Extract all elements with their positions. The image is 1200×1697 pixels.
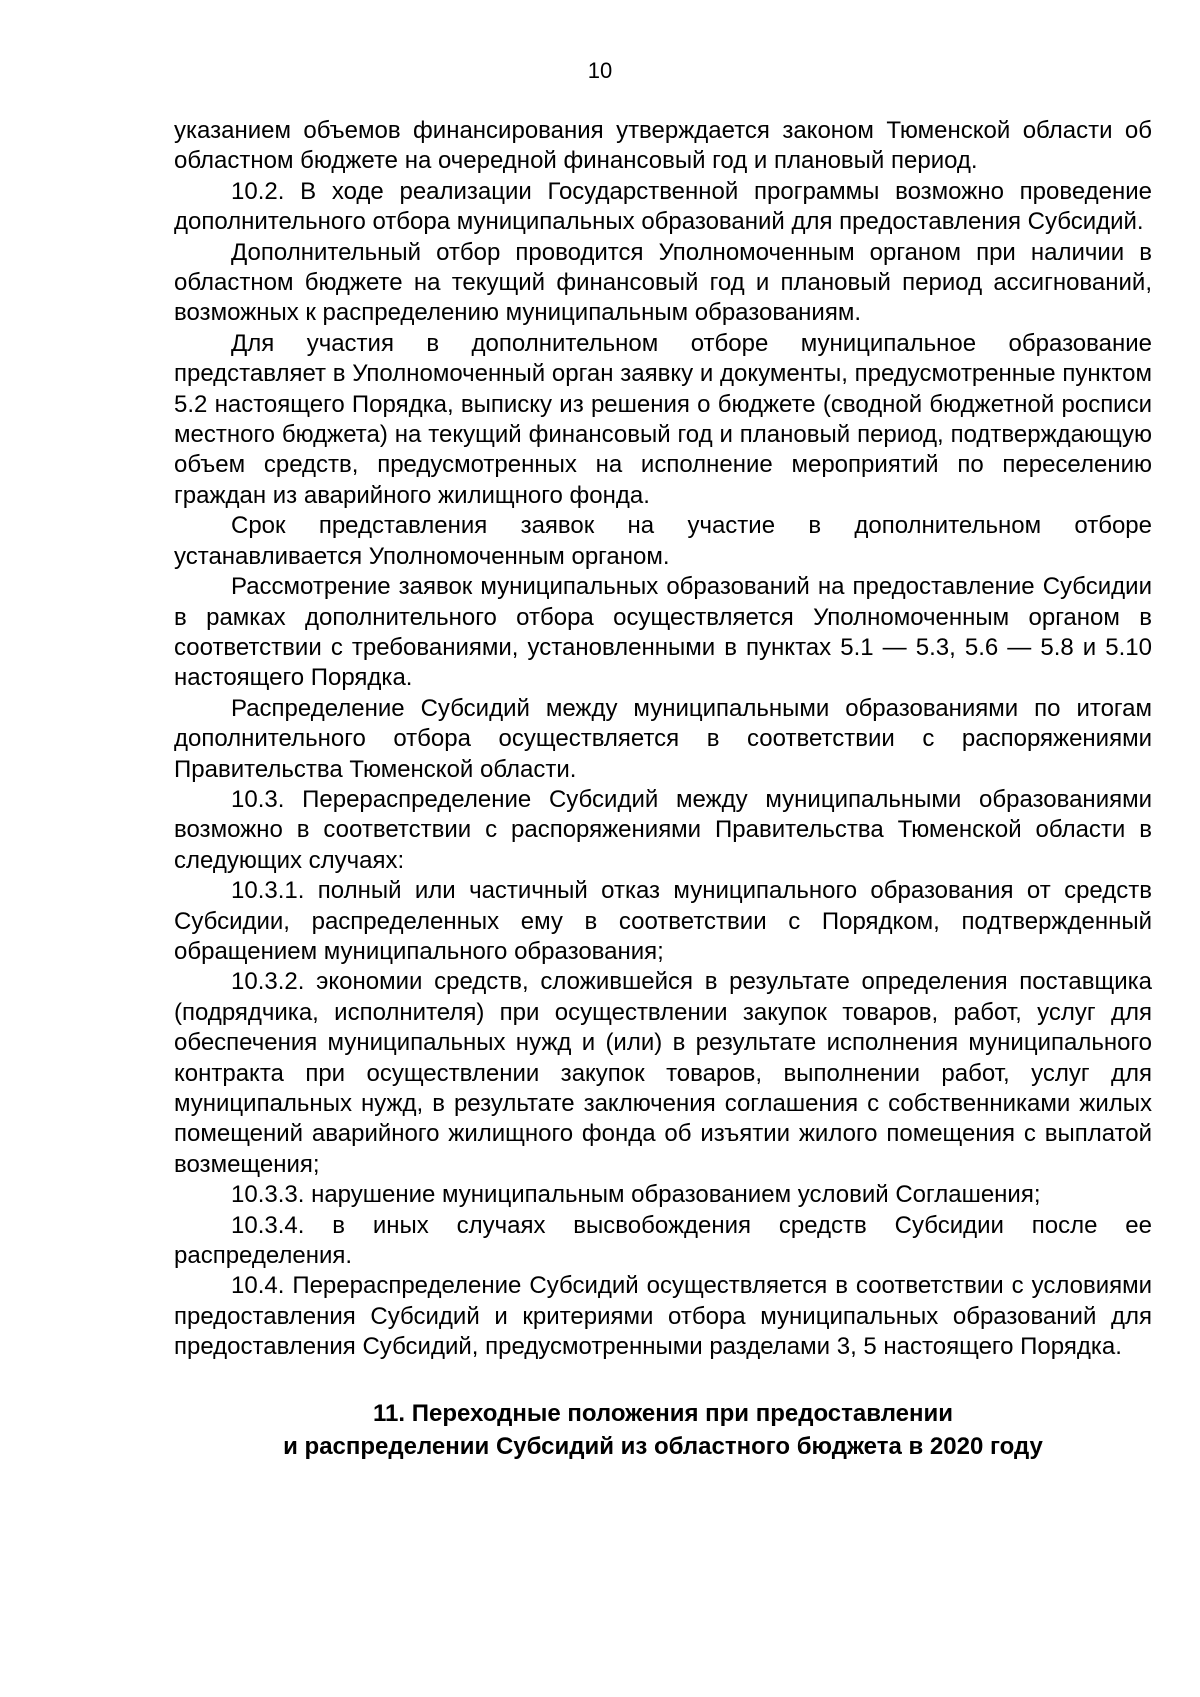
section-heading: [174, 1397, 1152, 1463]
paragraph-continuation: указанием объемов финансирования утверждается законом Тюменской области об областном бюджете на очередной финансовый год и плановый период.: [174, 117, 1152, 175]
paragraph-10-3-4: 10.3.4. в иных случаях высвобождения средств Субсидии после ее распределения.: [174, 1211, 1152, 1270]
section-heading-line-2: и распределении Субсидий из областного бюджета в 2020 году: [283, 1432, 1043, 1460]
paragraph-10-3: 10.3. Перераспределение Субсидий между муниципальными образованиями возможно в соответствии с распоряжениями Правительства Тюменской области в следующих случаях:: [174, 785, 1152, 874]
paragraph-10-3-1: 10.3.1. полный или частичный отказ муниципального образования от средств Субсидии, распределенных ему в соответствии с Порядком, подтвержденный обращением муниципального образования;: [174, 877, 1152, 965]
page-number: 10: [587, 58, 613, 83]
paragraph-10-4: 10.4. Перераспределение Субсидий осуществляется в соответствии с условиями предоставления Субсидий и критериями отбора муниципальных образований для предоставления Субсидий, предусмотренными разделами 3, 5 настоящего Порядка.: [174, 1272, 1152, 1361]
paragraph-review: Рассмотрение заявок муниципальных образований на предоставление Субсидии в рамках дополнительного отбора осуществляется Уполномоченным органом в соответствии с требованиями, установленными в пунктах 5.1 — 5.3, 5.6 — 5.8 и 5.10 настоящего Порядка.: [174, 573, 1152, 692]
paragraph-deadline: Срок представления заявок на участие в дополнительном отборе устанавливается Уполномоченным органом.: [174, 512, 1152, 570]
paragraph-10-3-3: 10.3.3. нарушение муниципальным образованием условий Соглашения;: [231, 1181, 1041, 1209]
paragraph-additional-selection: Дополнительный отбор проводится Уполномоченным органом при наличии в областном бюджете на текущий финансовый год и плановый период ассигнований, возможных к распределению муниципальным образованиям.: [174, 238, 1152, 327]
paragraph-10-2: 10.2. В ходе реализации Государственной программы возможно проведение дополнительного отбора муниципальных образований для предоставления Субсидий.: [174, 177, 1152, 236]
document-body: [174, 116, 1152, 1463]
paragraph-10-3-2: 10.3.2. экономии средств, сложившейся в результате определения поставщика (подрядчика, исполнителя) при осуществлении закупок товаров, работ, услуг для обеспечения муниципальных нужд и (или) в результате исполнения муниципального контракта при осуществлении закупок товаров, выполнении работ, услуг для муниципальных нужд, в результате заключения соглашения с собственниками жилых помещений аварийного жилищного фонда об изъятии жилого помещения с выплатой возмещения;: [174, 968, 1152, 1178]
section-heading-line-1: 11. Переходные положения при предоставлении: [373, 1399, 953, 1427]
paragraph-participation: Для участия в дополнительном отборе муниципальное образование представляет в Уполномоченный орган заявку и документы, предусмотренные пунктом 5.2 настоящего Порядка, выписку из решения о бюджете (сводной бюджетной росписи местного бюджета) на текущий финансовый год и плановый период, подтверждающую объем средств, предусмотренных на исполнение мероприятий по переселению граждан из аварийного жилищного фонда.: [174, 329, 1152, 509]
paragraph-distribution: Распределение Субсидий между муниципальными образованиями по итогам дополнительного отбора осуществляется в соответствии с распоряжениями Правительства Тюменской области.: [174, 694, 1152, 783]
